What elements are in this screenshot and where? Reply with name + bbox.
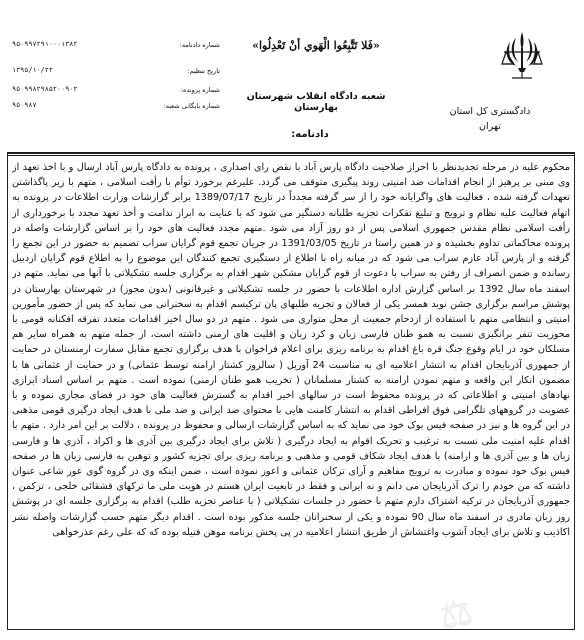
meta-value: ۹۵۰۹۹۷۲۹۱۰۰۰۱۳۸۲ bbox=[12, 40, 78, 48]
organization-line-1: دادگستری کل استان bbox=[449, 106, 531, 117]
meta-row-archive-number bbox=[12, 101, 220, 117]
iran-emblem-icon bbox=[498, 28, 546, 84]
verdict-body-text: محکوم علیه در مرحله تجدیدنظر با احراز صلاحیت دادگاه پارس آباد با نقض رای اصداری ، پرونده به دادگاه پارس آباد ارسال و با اخذ تعهد از وی مبنی بر پرهیز از انجام اقدامات ضد امنیتی روند پیگیری متوقف می گردد. علیرغم برخورد توأم با رأفت اسلامی ، متهم با زیر پاگذاشتن تعهدات گرفته شده ، فعالیت های واگرایانه خود را از سر گرفته مجدداً در تاریخ 1389/07/17 برابر گزارشات وزارت اطلاعات در پرونده به اتهام فعالیت علیه نظام و ترویج و تبلیغ تفکرات تجزیه طلبانه دستگیر می شود که با عنایت به ابراز ندامت و أخذ تعهد مجدد با برخورداری از رأفت اسلامی نظام مقدس جمهوری اسلامی پس از دو روز آزاد می شود .متهم مجدد فعالیت های خود را بر اساس گزارشات واصله در پرونده محاکماتی تداوم بخشیده و در همین راستا در تاریخ 1391/03/05 در جریان تجمع قوم گرایان سراب تصمیم به حضور در این تجمع را گرفته و از پارس آباد عازم سراب می شود که در میانه راه با اطلاع از دستگیری تجمع کنندگان این موضوع را به اطلاع قوم گرایان اردبیل رسانده و ضمن انصراف از رفتن به سراب با دعوت از قوم گرایان مشکین شهر اقدام به برگزاری جلسه تشکیلاتی با آنها می نماید. متهم در اسفند ماه سال 1392 بر اساس گزارش اداره اطلاعات با حضور در جلسه تشکیلاتی و غیرقانونی (بدون مجوز) در شهرستان بهارستان در پوشش مراسم برگزاری جشن نوید همسر یکی از فعالان و تجزیه طلبهای پان ترکیسم اقدام به سخنرانی می نماید که پس از حضور مأمورین امنیتی و انتظامی متهم با استفاده از ازدحام جمعیت از محل متواری می شود . متهم در دو سال اخیر اقدامات متعدد تفرقه افکنانه قومی با محوریت تنفر برانگیزی نسبت به همو طنان فارسی زبان و کرد زبان و اقلیت های ارمنی داشته است، از جمله متهم به همراه سایر هم مسلکان خود در ایام وقوع جنگ قره باغ اقدام به برنامه ریزی برای اعلام فراخوان با هدف برگزاری تجمع مقابل سفارت ارمنستان در حمایت از جمهوری آذربایجان اقدام به انتشار اعلامیه ای به مناسبت 24 آوریل ( سالروز کشتار ارامنه توسط عثمانی) و در حمایت از عثمانی ها با مضمون انکار این واقعه و متهم نمودن ارامنه به کشتار مسلمانان ( تخریب همو طنان ارمنی) نموده است . متهم بر اساس اسناد ابرازی نهادهای امنیتی و اطلاعاتی که در پرونده محفوظ است در سالهای اخیر اقدام به گسترش فعالیت های خود در فضای مجازی نموده و با عضویت در گروههای تلگرامی فوق افراطی اقدام به انتشار کامنت هایی با محتوای ضد ایرانی و ضد ملی با هدف ایجاد درگیری قومی مذهبی در این گروه ها و نیز در صفحه فیس بوک خود می نماید که به اساس گزارشات ارسالی و محفوظ در پرونده ، دلالت بر این امر دارد . متهم با اقدام علیه امنیت ملی نسبت به ترغیب و تحریک اقوام به ایجاد درگیری ( تلاش برای ایجاد درگیری بین آذری ها و اکراد ، آذری ها و فارسی زبان ها و بین آذری ها و ارامنه) با هدف ایجاد شکاف قومی و مذهبی و برنامه ریزی برای تجزیه کشور و توهین به فارسی زبان ها در صفحه فیس بوک خود نموده و مبادرت به ترویج مفاهیم و آرای ترکان عثمانی و اعوز نموده است ، ضمن اینکه وی در گروه گوی عور شاعی عنوان داشته که من خودم را ترک آذربایجان می دانم و نه ایرانی و فقط در تابعیت ایران هستم در هویت ملی ما ترکهای قشقائی خلجی ، ترکمن ، جمهوری آذربایجان در ترکیه اشتراک دارم متهم با حضور در جلسات تشکیلاتی ( با عناصر تجزیه طلب) اقدام به برگزاری جلسه ای در پوشش روز زبان مادری در اسفند ماه سال 90 نموده و یکی از سخنرانان جلسه مذکور بوده است . اقدام دیگر متهم حسب گزارشات واصله نشر اکاذیب و تلاش برای ایجاد آشوب واغتشاش از طریق انتشار اعلامیه در پی پخش برنامه موهن فتیله بوده که که علی رغم عذرخواهی bbox=[12, 162, 570, 538]
verdict-label: دادنامه: bbox=[291, 129, 329, 140]
meta-label: شماره پرونده: bbox=[180, 86, 220, 94]
organization-name bbox=[430, 104, 550, 134]
meta-value: ۱۳۹۵/۱۰/۲۲ bbox=[12, 66, 53, 74]
organization-line-2: تهران bbox=[479, 121, 501, 132]
meta-label: تاریخ تنظیم: bbox=[187, 67, 220, 75]
court-title: شعبه دادگاه انقلاب شهرستان بهارستان bbox=[246, 91, 386, 113]
meta-row-case-number bbox=[12, 85, 220, 101]
quran-verse: «فَلا تَتَّبِعُوا الْهَوي أنْ تَعْدِلُوا» bbox=[252, 39, 380, 52]
meta-row-verdict-number bbox=[12, 40, 220, 56]
meta-label: شماره بایگانی شعبه: bbox=[163, 102, 220, 110]
meta-value: ۹۵۰۹۹۸۲۹۸۵۲۰۰۹۰۲ bbox=[12, 85, 78, 93]
meta-value: ۹۵۰۹۸۷ bbox=[12, 101, 37, 109]
meta-row-date bbox=[12, 66, 220, 82]
watermark-stamp: ⚖ bbox=[436, 590, 477, 639]
meta-label: شماره دادنامه: bbox=[179, 41, 220, 49]
